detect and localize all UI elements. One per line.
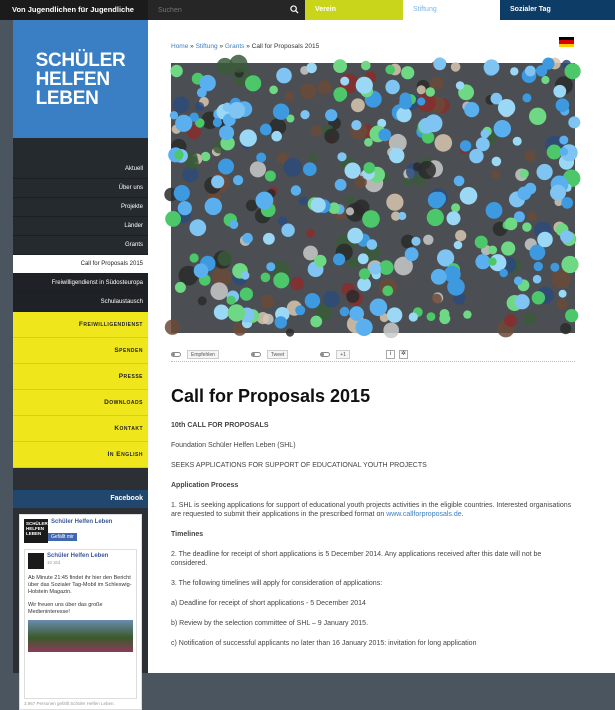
yellow-nav-freiwilligendienst[interactable]: Freiwilligendienst (13, 312, 148, 338)
facebook-like-label: Gefällt mir (51, 534, 74, 540)
facebook-like-button[interactable] (48, 533, 77, 541)
breadcrumb (171, 43, 319, 50)
search-icon[interactable] (290, 5, 299, 14)
facebook-recommend-button[interactable]: Empfehlen (187, 350, 219, 359)
facebook-header: Facebook (13, 490, 148, 508)
breadcrumb-stiftung[interactable]: Stiftung (195, 43, 218, 50)
breadcrumb-separator: » (190, 43, 194, 50)
logo[interactable] (13, 20, 148, 138)
logo-text: SCHÜLER HELFEN LEBEN (35, 49, 126, 109)
tweet-button[interactable]: Tweet (267, 350, 288, 359)
paragraph: 1. SHL is seeking applications for support of educational youth projects activities in the eligible countries. Interested organisations are requested to submit their applications in the prescribed format on www.callforproposals.de. (171, 502, 572, 518)
paragraph: a) Deadline for receipt of short applications - 5 December 2014 (171, 600, 366, 607)
paragraph: 3. The following timelines will apply for consideration of applications: (171, 580, 383, 587)
sidebar-item-projekte[interactable]: Projekte (13, 198, 148, 217)
breadcrumb-grants[interactable]: Grants (224, 43, 245, 50)
search-box (148, 0, 305, 20)
section-heading: Application Process (171, 482, 239, 489)
yellow-nav-in-english[interactable]: In English (13, 442, 148, 468)
facebook-widget (19, 514, 142, 710)
paragraph: c) Notification of successful applicants no later than 16 January 2015: invitation for long application (171, 640, 477, 647)
facebook-page-name[interactable]: Schüler Helfen Leben (51, 519, 113, 525)
breadcrumb-current: Call for Proposals 2015 (251, 43, 320, 50)
callforproposals-link[interactable]: www.callforproposals.de (386, 511, 462, 518)
breadcrumb-separator: » (246, 43, 250, 50)
facebook-post-header (28, 553, 133, 569)
sidebar-item-schulaustausch[interactable]: Schulaustausch (13, 293, 148, 312)
gplus-toggle[interactable] (320, 352, 330, 357)
paragraph: b) Review by the selection committee of SHL – 9 January 2015. (171, 620, 369, 627)
balloons-crowd-photo (171, 63, 575, 333)
share-bar (171, 348, 575, 362)
sidebar-nav (13, 138, 148, 312)
facebook-post-author[interactable]: Schüler Helfen Leben (47, 553, 109, 559)
facebook-post-text: Ab Minute 21:45 findet ihr hier den Bericht über das Sozialer Tag-Mobil im Schleswig-Holstein Magazin. (28, 575, 132, 595)
yellow-nav-presse[interactable]: Presse (13, 364, 148, 390)
paragraph: Foundation Schüler Helfen Leben (SHL) (171, 442, 296, 449)
yellow-nav-spenden[interactable]: Spenden (13, 338, 148, 364)
facebook-post-time: 10 Std. (47, 560, 62, 565)
sidebar-item-grants[interactable]: Grants (13, 236, 148, 255)
yellow-nav-downloads[interactable]: Downloads (13, 390, 148, 416)
paragraph: SEEKS APPLICATIONS FOR SUPPORT OF EDUCATIONAL YOUTH PROJECTS (171, 462, 427, 469)
yellow-nav-kontakt[interactable]: Kontakt (13, 416, 148, 442)
facebook-post (24, 549, 137, 699)
twitter-toggle[interactable] (251, 352, 261, 357)
tab-stiftung[interactable]: Stiftung (403, 0, 500, 20)
sidebar-item-ueber-uns[interactable]: Über uns (13, 179, 148, 198)
tab-verein[interactable]: Verein (305, 0, 403, 20)
breadcrumb-separator: » (219, 43, 224, 50)
sidebar-item-laender[interactable]: Länder (13, 217, 148, 236)
facebook-toggle[interactable] (171, 352, 181, 357)
facebook-page-header (24, 519, 137, 543)
page-title: Call for Proposals 2015 (171, 386, 371, 406)
tagline: Von Jugendlichen für Jugendliche (0, 0, 148, 20)
facebook-footer: 3.967 Personen gefällt Schüler Helfen Leben. (24, 701, 115, 706)
tab-sozialer-tag[interactable]: Sozialer Tag (500, 0, 615, 20)
top-bar (0, 0, 615, 20)
gplus-button[interactable]: +1 (336, 350, 350, 359)
sidebar-item-call-for-proposals[interactable]: Call for Proposals 2015 (13, 255, 148, 274)
german-flag-icon[interactable] (559, 37, 574, 47)
sidebar (13, 20, 148, 706)
search-input[interactable] (148, 7, 288, 14)
info-icon[interactable]: i (386, 350, 395, 359)
avatar[interactable] (28, 553, 44, 569)
sidebar-item-freiwilligendienst-suedosteuropa[interactable]: Freiwilligendienst in Südosteuropa (13, 274, 148, 293)
main-content (148, 20, 615, 673)
hero-image (171, 63, 575, 333)
paragraph: 2. The deadline for receipt of short applications is 5 December 2014. Any applications received after this date will not be considered. (171, 551, 542, 567)
sidebar-item-aktuell[interactable]: Aktuell (13, 160, 148, 179)
breadcrumb-home[interactable]: Home (171, 43, 189, 50)
gear-icon[interactable]: ✲ (400, 351, 406, 357)
yellow-nav (13, 312, 148, 468)
facebook-post-text-2: Wir freuen uns über das große Medieninteresse! (28, 602, 103, 615)
paragraph: 10th CALL FOR PROPOSALS (171, 422, 269, 429)
section-heading: Timelines (171, 531, 204, 538)
facebook-page-logo[interactable]: SCHÜLER HELFEN LEBEN (24, 519, 48, 543)
article-body (171, 421, 575, 659)
facebook-post-photo[interactable] (28, 620, 133, 652)
